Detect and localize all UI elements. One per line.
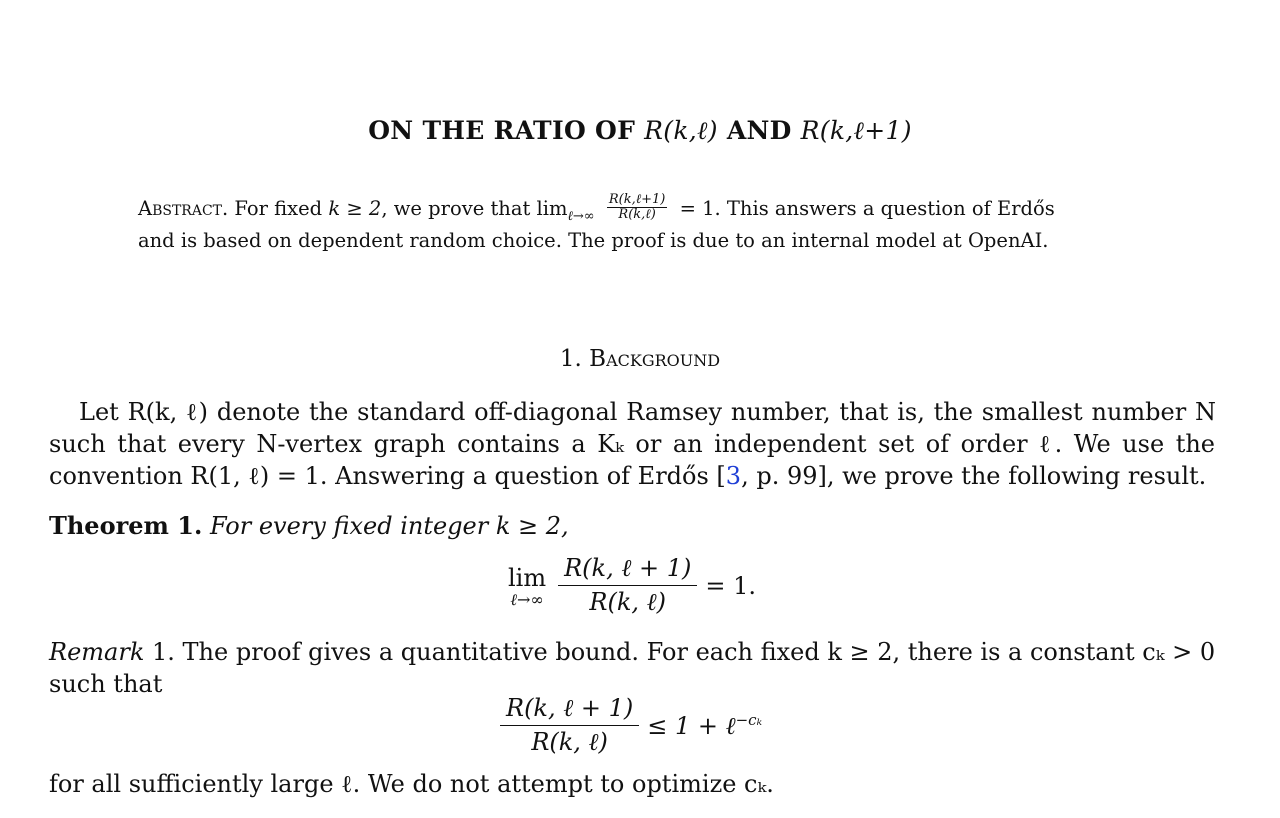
remark-conclusion: for all sufficiently large ℓ. We do not attempt to optimize cₖ. xyxy=(49,770,774,798)
remark-line-2: such that xyxy=(49,670,163,698)
remark-inequality: $\frac{\text{R(k, ℓ + 1)}}{\text{R(k, ℓ)}}$ ≤ 1 + ℓ$^{-c_k}$ xyxy=(500,694,762,757)
remark-label: Remark xyxy=(49,638,145,666)
background-line-3: convention R(1, ℓ) = 1. Answering a question of Erdős [3, p. 99], we prove the following result. xyxy=(49,462,1207,490)
theorem-statement: Theorem 1. For every fixed integer k ≥ 2, xyxy=(49,511,569,540)
citation-link[interactable]: 3 xyxy=(725,462,742,490)
abstract-line-1: Abstract. For fixed k ≥ 2, we prove that $\lim_{\ell\to\infty}$ $\frac{\text{R(k,ℓ+1)}}{\text{R(k,ℓ)}}$ = 1. This answers a question of Erdős xyxy=(138,192,1055,224)
section-heading: 1. Background xyxy=(559,346,721,372)
paper-title: ON THE RATIO OF R(k,ℓ) AND R(k,ℓ+1) xyxy=(368,116,912,145)
background-line-1: Let R(k, ℓ) denote the standard off-diagonal Ramsey number, that is, the smallest number N xyxy=(79,398,1216,426)
theorem-fraction: $\frac{\text{R(k, ℓ + 1)}}{\text{R(k, ℓ)}}$ xyxy=(558,554,697,617)
abstract-line-2: and is based on dependent random choice. The proof is due to an internal model at OpenAI. xyxy=(138,229,1049,252)
abstract-label: Abstract. xyxy=(138,197,229,220)
theorem-equation: lim ℓ→∞ $\frac{\text{R(k, ℓ + 1)}}{\text{R(k, ℓ)}}$ = 1. xyxy=(508,554,756,616)
theorem-label: Theorem 1. xyxy=(49,511,203,540)
abstract-fraction: $\frac{\text{R(k,ℓ+1)}}{\text{R(k,ℓ)}}$ xyxy=(608,192,666,222)
remark-fraction: $\frac{\text{R(k, ℓ + 1)}}{\text{R(k, ℓ)}}$ xyxy=(500,694,639,757)
background-line-2: such that every N-vertex graph contains a Kₖ or an independent set of order ℓ. We use the xyxy=(49,430,1215,458)
remark-line-1: Remark 1. The proof gives a quantitative bound. For each fixed k ≥ 2, there is a constant cₖ > 0 xyxy=(49,638,1216,666)
